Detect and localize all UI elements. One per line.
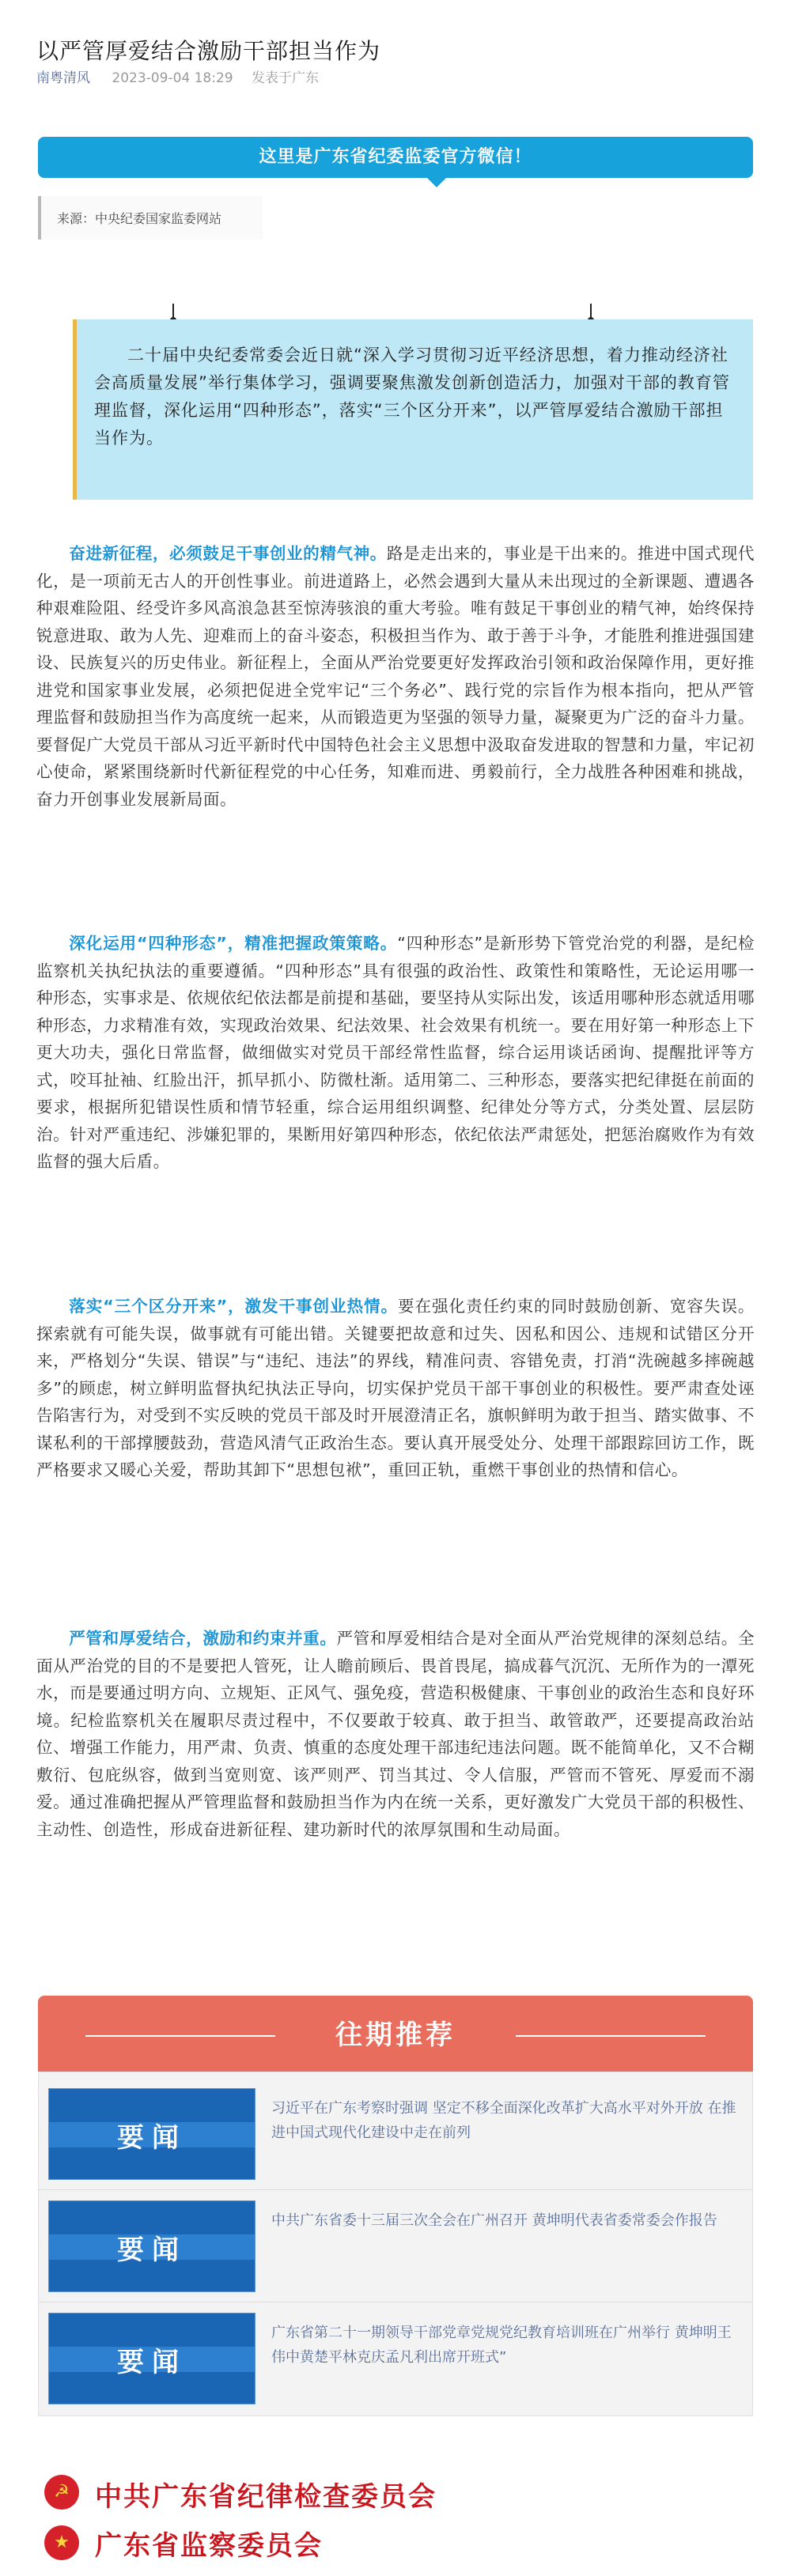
- news-thumbnail[interactable]: 要闻: [48, 2088, 255, 2180]
- official-banner: [38, 137, 753, 178]
- recommend-link[interactable]: 广东省第二十一期领导干部党章党规党纪教育培训班在广州举行 黄坤明王伟中黄楚平林克庆孟凡利出席开班式”: [271, 2325, 732, 2366]
- recommend-item[interactable]: [42, 2303, 749, 2414]
- article-meta: [36, 66, 319, 86]
- account-name-link[interactable]: 南粤清风: [36, 70, 90, 86]
- section-lead: 奋进新征程，必须鼓足干事创业的精气神。: [69, 544, 387, 563]
- pin-icon: [172, 304, 174, 321]
- recommend-item[interactable]: [42, 2079, 749, 2189]
- party-emblem-icon: ☭: [44, 2475, 79, 2510]
- recommend-title: 往期推荐: [335, 2019, 456, 2051]
- source-note: [38, 196, 263, 240]
- org-name: 广东省监察委员会: [95, 2530, 323, 2562]
- banner-text: 这里是广东省纪委监委官方微信！: [259, 147, 532, 167]
- recommend-link[interactable]: 习近平在广东考察时强调 坚定不移全面深化改革扩大高水平对外开放 在推进中国式现代化建设中走在前列: [271, 2100, 736, 2141]
- section-paragraph: [36, 1625, 755, 1843]
- section-body: “四种形态”是新形势下管党治党的利器，是纪检监察机关执纪执法的重要遵循。“四种形态”具有很强的政治性、政策性和策略性，无论运用哪一种形态，实事求是、依规依纪依法都是前提和基础，要坚持从实际出发，该适用哪种形态就适用哪种形态，力求精准有效，实现政治效果、纪法效果、社会效果有机统一。要在用好第一种形态上下更大功夫，强化日常监督，做细做实对党员干部经常性监督，综合运用谈话函询、提醒批评等方式，咬耳扯袖、红脸出汗，抓早抓小、防微杜渐。适用第二、三种形态，要落实把纪律挺在前面的要求，根据所犯错误性质和情节轻重，综合运用组织调整、纪律处分等方式，分类处置、层层防治。针对严重违纪、涉嫌犯罪的，果断用好第四种形态，依纪依法严肃惩处，把惩治腐败作为有效监督的强大后盾。: [36, 934, 755, 1171]
- news-thumbnail[interactable]: 要闻: [48, 2313, 255, 2404]
- intro-box: [77, 319, 753, 500]
- divider: [39, 2189, 752, 2190]
- recommend-header: [38, 1996, 753, 2072]
- recommend-link[interactable]: 中共广东省委十三届三次全会在广州召开 黄坤明代表省委常委会作报告: [271, 2212, 717, 2229]
- recommend-item[interactable]: [42, 2191, 749, 2302]
- section-paragraph: [36, 540, 755, 813]
- publish-location: 发表于广东: [252, 70, 320, 86]
- recommend-list: [38, 2072, 753, 2416]
- section-paragraph: [36, 930, 755, 1176]
- pin-icon: [590, 304, 592, 321]
- article-title: 以严管厚爱结合激励干部担当作为: [36, 37, 381, 64]
- national-emblem-icon: ★: [44, 2525, 79, 2560]
- section-body: 严管和厚爱相结合是对全面从严治党规律的深刻总结。全面从严治党的目的不是要把人管死，让人瞻前顾后、畏首畏尾，搞成暮气沉沉、无所作为的一潭死水，而是要通过明方向、立规矩、正风气、强免疫，营造积极健康、干事创业的政治生态和良好环境。纪检监察机关在履职尽责过程中，不仅要敢于较真、敢于担当、敢管敢严，还要提高政治站位、增强工作能力，用严肃、负责、慎重的态度处理干部违纪违法问题。既不能简单化，又不合糊敷衍、包庇纵容，做到当宽则宽、该严则严、罚当其过、令人信服，严管而不管死、厚爱而不溺爱。通过准确把握从严管理监督和鼓励担当作为内在统一关系，更好激发广大党员干部的积极性、主动性、创造性，形成奋进新征程、建功新时代的浓厚氛围和生动局面。: [36, 1629, 755, 1839]
- intro-text: 二十届中央纪委常委会近日就“深入学习贯彻习近平经济思想，着力推动经济社会高质量发展”举行集体学习，强调要聚焦激发创新创造活力，加强对干部的教育管理监督，深化运用“四种形态”，落实“三个区分开来”，以严管厚爱结合激励干部担当作为。: [94, 346, 730, 448]
- section-body: 路是走出来的，事业是干出来的。推进中国式现代化，是一项前无古人的开创性事业。前进道路上，必然会遇到大量从未出现过的全新课题、遭遇各种艰难险阻、经受许多风高浪急甚至惊涛骇浪的重大考验。唯有鼓足干事创业的精气神，始终保持锐意进取、敢为人先、迎难而上的奋斗姿态，积极担当作为、敢于善于斗争，才能胜利推进强国建设、民族复兴的历史伟业。新征程上，全面从严治党要更好发挥政治引领和政治保障作用，更好推进党和国家事业发展，必须把促进全党牢记“三个务必”、践行党的宗旨作为根本指向，把从严管理监督和鼓励担当作为高度统一起来，从而锻造更为坚强的领导力量，凝聚更为广泛的奋斗力量。要督促广大党员干部从习近平新时代中国特色社会主义思想中汲取奋发进取的智慧和力量，牢记初心使命，紧紧围绕新时代新征程党的中心任务，知难而进、勇毅前行，全力战胜各种困难和挑战，奋力开创事业发展新局面。: [36, 544, 755, 809]
- source-text: 来源：中央纪委国家监委网站: [57, 211, 222, 226]
- publish-date: 2023-09-04 18:29: [112, 70, 233, 86]
- section-paragraph: [36, 1293, 755, 1484]
- news-thumbnail[interactable]: 要闻: [48, 2200, 255, 2292]
- section-lead: 严管和厚爱结合，激励和约束并重。: [69, 1629, 337, 1648]
- footer-logo: [38, 2468, 513, 2571]
- header-divider: [516, 2035, 706, 2037]
- org-name: 中共广东省纪律检查委员会: [95, 2481, 437, 2513]
- section-body: 要在强化责任约束的同时鼓励创新、宽容失误。探索就有可能失误，做事就有可能出错。关键要把故意和过失、因私和因公、违规和试错区分开来，严格划分“失误、错误”与“违纪、违法”的界线，精准问责、容错免责，打消“洗碗越多摔碗越多”的顾虑，树立鲜明监督执纪执法正导向，切实保护党员干部干事创业的积极性。要严肃查处诬告陷害行为，对受到不实反映的党员干部及时开展澄清正名，旗帜鲜明为敢于担当、踏实做事、不谋私利的干部撑腰鼓劲，营造风清气正政治生态。要认真开展受处分、处理干部跟踪回访工作，既严格要求又暖心关爱，帮助其卸下“思想包袱”，重回正轨，重燃干事创业的热情和信心。: [36, 1297, 755, 1479]
- section-lead: 落实“三个区分开来”，激发干事创业热情。: [69, 1297, 398, 1316]
- section-lead: 深化运用“四种形态”，精准把握政策策略。: [69, 934, 398, 953]
- banner-pointer: [427, 178, 446, 187]
